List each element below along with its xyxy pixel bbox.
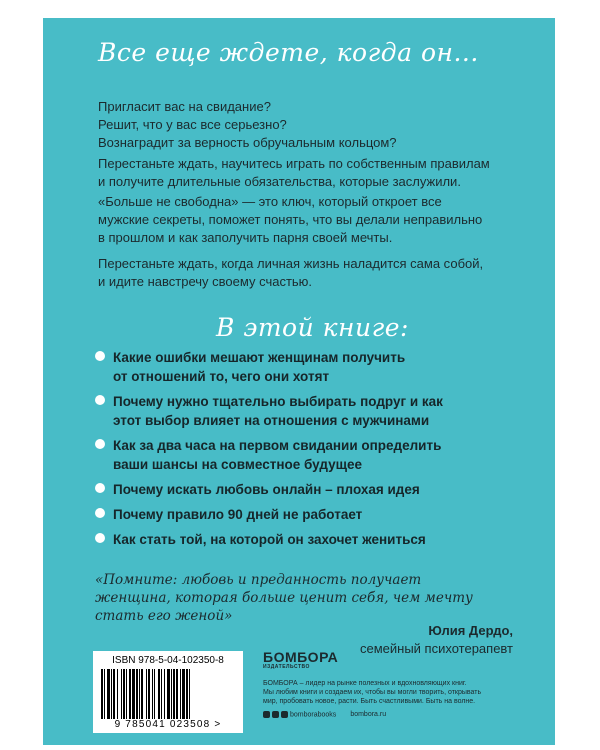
- bullet-item: Как за два часа на первом свидании определить ваши шансы на совместное будущее: [95, 436, 525, 474]
- paragraph-book-key: [98, 193, 518, 247]
- quote-line: женщина, которая больше ценит себя, чем мечту: [95, 590, 473, 606]
- publisher-logo-subtitle: ИЗДАТЕЛЬСТВО: [263, 664, 310, 670]
- book-back-cover: [43, 18, 555, 745]
- bullet-item: Как стать той, на которой он захочет жениться: [95, 530, 525, 549]
- bullet-dot-icon: [95, 533, 105, 543]
- paragraph-line: Перестаньте ждать, когда личная жизнь наладится сама собой,: [98, 256, 484, 271]
- quote-line: «Помните: любовь и преданность получает: [95, 572, 422, 588]
- bullet-dot-icon: [95, 508, 105, 518]
- heading-still-waiting: Все еще ждете, когда он...: [98, 38, 479, 67]
- instagram-icon: [281, 711, 288, 718]
- paragraph-line: и идите навстречу своему счастью.: [98, 274, 313, 289]
- question-line: Пригласит вас на свидание?: [98, 99, 271, 114]
- barcode-bars: [101, 669, 235, 719]
- author-name: Юлия Дердо,: [428, 623, 513, 638]
- vk-icon: [272, 711, 279, 718]
- paragraph-go-to-happiness: [98, 255, 518, 291]
- paragraph-stop-waiting: [98, 155, 518, 191]
- publisher-logo: БОМБОРА: [263, 649, 339, 665]
- quote: [95, 571, 525, 625]
- questions-block: [98, 98, 518, 152]
- bullet-item: Почему нужно тщательно выбирать подруг и как этот выбор влияет на отношения с мужчинами: [95, 392, 525, 430]
- quote-line: стать его женой»: [95, 608, 233, 624]
- paragraph-line: и получите длительные обязательства, которые заслужили.: [98, 174, 461, 189]
- author-title: семейный психотерапевт: [360, 641, 513, 656]
- social-handle: bomborabooks: [290, 711, 337, 719]
- bullet-dot-icon: [95, 483, 105, 493]
- barcode-box: [93, 651, 243, 733]
- bullet-item: Какие ошибки мешают женщинам получить от отношений то, чего они хотят: [95, 348, 525, 386]
- publisher-description: БОМБОРА – лидер на рынке полезных и вдохновляющих книг. Мы любим книги и создаем их, чтобы вы могли творить, открывать мир, пробовать новое, расти. Быть счастливыми. Быть на волне.: [263, 680, 482, 705]
- paragraph-line: Перестаньте ждать, научитесь играть по собственным правилам: [98, 156, 490, 171]
- paragraph-line: «Больше не свободна» — это ключ, который откроет все: [98, 194, 442, 209]
- bullet-dot-icon: [95, 395, 105, 405]
- heading-in-this-book: В этой книге:: [216, 313, 409, 342]
- question-line: Решит, что у вас все серьезно?: [98, 117, 287, 132]
- question-line: Вознаградит за верность обручальным кольцом?: [98, 135, 397, 150]
- publisher-website: bombora.ru: [350, 711, 387, 719]
- publisher-block: [263, 650, 523, 718]
- bullet-item: Почему правило 90 дней не работает: [95, 505, 525, 524]
- barcode-number: 9 785041 023508 >: [114, 719, 222, 730]
- publisher-social: [263, 711, 523, 718]
- facebook-icon: [263, 711, 270, 718]
- bullet-item: Почему искать любовь онлайн – плохая идея: [95, 480, 525, 499]
- bullet-list: [95, 348, 525, 555]
- paragraph-line: в прошлом и как заполучить парня своей мечты.: [98, 230, 393, 245]
- paragraph-line: мужские секреты, поможет понять, что вы делали неправильно: [98, 212, 483, 227]
- bullet-dot-icon: [95, 351, 105, 361]
- social-links: [263, 711, 336, 718]
- isbn-label: ISBN 978-5-04-102350-8: [112, 655, 224, 666]
- bullet-dot-icon: [95, 439, 105, 449]
